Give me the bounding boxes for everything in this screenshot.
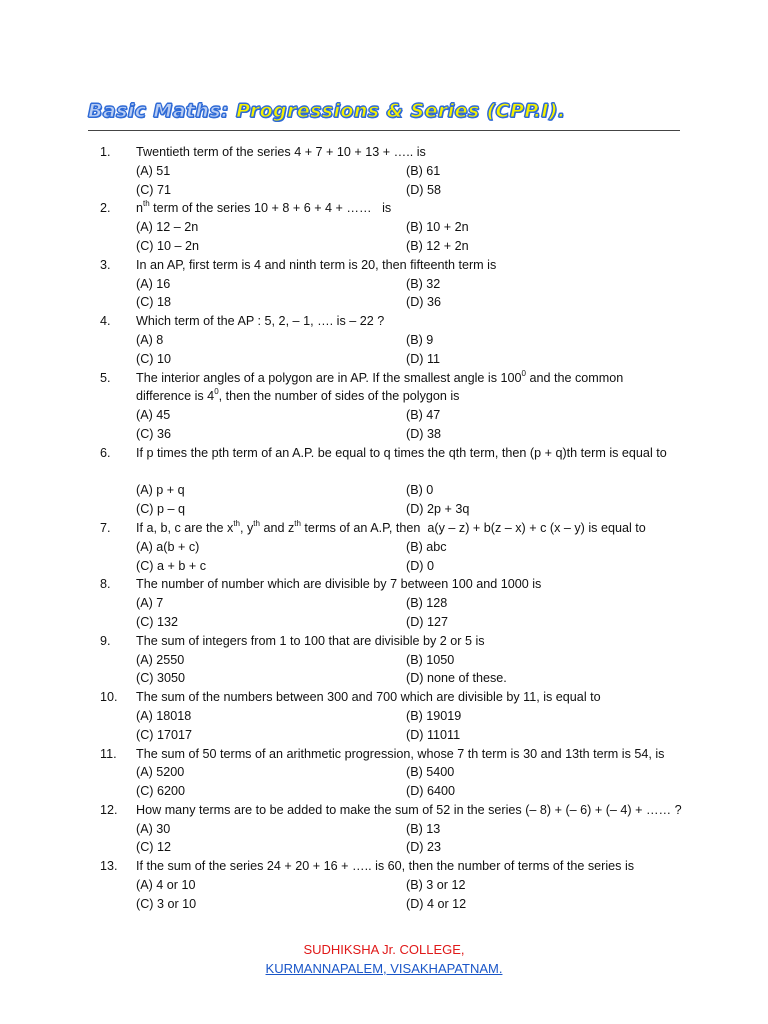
- superscript: 0: [521, 368, 526, 378]
- option-c: (C) 132: [136, 614, 178, 629]
- question-9: [0, 632, 768, 651]
- option-c: (C) 6200: [136, 784, 185, 799]
- option-d: (D) 11011: [406, 727, 461, 742]
- question-text: [136, 199, 676, 218]
- options-row: [0, 557, 768, 576]
- question-text: If the sum of the series 24 + 20 + 16 + ….. is 60, then the number of terms of the series is: [136, 859, 635, 874]
- options-row: [0, 406, 768, 425]
- question-1: [0, 143, 768, 162]
- options-row: [0, 782, 768, 801]
- question-number: 5.: [100, 370, 111, 385]
- option-c: (C) 10: [136, 351, 171, 366]
- option-a: (A) 30: [136, 821, 171, 836]
- question-number: 1.: [100, 145, 111, 159]
- question-7: [0, 519, 768, 538]
- option-b: (B) 13: [406, 821, 441, 836]
- title-subject: Basic Maths:: [88, 100, 230, 122]
- option-c: (C) 12: [136, 840, 171, 855]
- question-number: 6.: [100, 445, 111, 460]
- question-text: Which term of the AP : 5, 2, – 1, …. is – 22 ?: [136, 314, 385, 329]
- option-d: (D) 6400: [406, 784, 455, 799]
- question-text-part: If a, b, c are the x: [136, 520, 234, 535]
- options-row: [0, 331, 768, 350]
- options-row: [0, 876, 768, 895]
- question-number: 12.: [100, 802, 118, 817]
- options-row: [0, 820, 768, 839]
- question-text-part: and z: [259, 520, 295, 535]
- options-row: [0, 481, 768, 500]
- option-a: (A) a(b + c): [136, 539, 200, 554]
- options-row: [0, 218, 768, 237]
- option-b: (B) 5400: [406, 765, 455, 780]
- option-a: (A) 45: [136, 408, 171, 423]
- superscript: th: [253, 518, 260, 528]
- option-a: (A) 18018: [136, 708, 192, 723]
- superscript: 0: [214, 387, 219, 397]
- options-row: [0, 162, 768, 181]
- options-row: [0, 293, 768, 312]
- options-row: [0, 275, 768, 294]
- question-number: 10.: [100, 690, 118, 705]
- options-row: [0, 669, 768, 688]
- option-d: (D) 4 or 12: [406, 896, 467, 911]
- question-text: If p times the pth term of an A.P. be equal to q times the qth term, then (p + q)th term is equal to: [136, 445, 667, 460]
- question-text-part: n: [136, 201, 144, 216]
- question-text: The sum of 50 terms of an arithmetic progression, whose 7 th term is 30 and 13th term is 54, is: [136, 746, 665, 761]
- superscript: th: [143, 199, 150, 209]
- options-row: [0, 613, 768, 632]
- option-b: (B) 47: [406, 408, 441, 423]
- question-text: Twentieth term of the series 4 + 7 + 10 + 13 + ….. is: [136, 145, 426, 159]
- options-row: [0, 594, 768, 613]
- college-address: KURMANNAPALEM, VISAKHAPATNAM.: [265, 961, 503, 976]
- question-text: [136, 369, 676, 407]
- superscript: th: [294, 518, 301, 528]
- question-12: [0, 801, 768, 820]
- question-text: The sum of integers from 1 to 100 that are divisible by 2 or 5 is: [136, 633, 485, 648]
- option-d: (D) 0: [406, 558, 434, 573]
- question-11: [0, 745, 768, 764]
- option-d: (D) 36: [406, 295, 441, 310]
- question-number: 13.: [100, 859, 118, 874]
- options-row: [0, 895, 768, 914]
- option-a: (A) 51: [136, 163, 171, 178]
- option-a: (A) 16: [136, 276, 171, 291]
- superscript: th: [233, 518, 240, 528]
- question-number: 3.: [100, 257, 111, 272]
- question-4: [0, 312, 768, 331]
- options-row: [0, 350, 768, 369]
- options-row: [0, 237, 768, 256]
- option-c: (C) a + b + c: [136, 558, 206, 573]
- option-b: (B) 61: [406, 163, 441, 178]
- options-row: [0, 651, 768, 670]
- option-b: (B) 10 + 2n: [406, 220, 469, 235]
- option-b: (B) 19019: [406, 708, 462, 723]
- question-number: 8.: [100, 577, 111, 592]
- question-text: [136, 519, 676, 538]
- options-row: [0, 763, 768, 782]
- question-text-part: term of the series 10 + 8 + 6 + 4 + …… is: [149, 201, 392, 216]
- question-text-part: terms of an A.P, then a(y – z) + b(z – x) + c (x – y) is equal to: [300, 520, 646, 535]
- options-row: [0, 425, 768, 444]
- question-number: 11.: [100, 746, 117, 761]
- option-c: (C) 3050: [136, 671, 185, 686]
- options-row: [0, 726, 768, 745]
- question-8: [0, 575, 768, 594]
- question-10: [0, 688, 768, 707]
- question-text: In an AP, first term is 4 and ninth term is 20, then fifteenth term is: [136, 257, 497, 272]
- option-d: (D) none of these.: [406, 671, 507, 686]
- option-b: (B) 9: [406, 332, 434, 347]
- option-a: (A) 12 – 2n: [136, 220, 199, 235]
- options-row: [0, 707, 768, 726]
- question-text-part: The interior angles of a polygon are in AP. If the smallest angle is 100: [136, 370, 522, 385]
- page-title: [88, 100, 566, 122]
- option-d: (D) 23: [406, 840, 441, 855]
- question-6: [0, 444, 768, 482]
- question-text: The number of number which are divisible by 7 between 100 and 1000 is: [136, 577, 542, 592]
- option-d: (D) 2p + 3q: [406, 502, 470, 517]
- option-b: (B) abc: [406, 539, 447, 554]
- header-rule: [88, 130, 680, 131]
- option-a: (A) 7: [136, 596, 164, 611]
- option-a: (A) 5200: [136, 765, 185, 780]
- option-c: (C) p – q: [136, 502, 185, 517]
- option-c: (C) 3 or 10: [136, 896, 197, 911]
- question-number: 7.: [100, 520, 111, 535]
- option-c: (C) 36: [136, 426, 171, 441]
- college-name: SUDHIKSHA Jr. COLLEGE,: [303, 942, 465, 957]
- option-a: (A) 8: [136, 332, 164, 347]
- option-d: (D) 38: [406, 426, 441, 441]
- options-row: [0, 538, 768, 557]
- question-text-part: , y: [239, 520, 254, 535]
- option-b: (B) 128: [406, 596, 448, 611]
- question-2: [0, 199, 768, 218]
- question-text: The sum of the numbers between 300 and 700 which are divisible by 11, is equal to: [136, 690, 601, 705]
- question-number: 9.: [100, 633, 111, 648]
- options-row: [0, 500, 768, 519]
- question-3: [0, 256, 768, 275]
- option-c: (C) 10 – 2n: [136, 238, 199, 253]
- option-b: (B) 32: [406, 276, 441, 291]
- option-d: (D) 58: [406, 182, 441, 197]
- question-number: 2.: [100, 201, 111, 216]
- option-a: (A) p + q: [136, 483, 185, 498]
- option-c: (C) 17017: [136, 727, 193, 742]
- question-5: [0, 369, 768, 407]
- title-topic: Progressions & Series (CPP.I).: [236, 100, 566, 122]
- option-d: (D) 127: [406, 614, 448, 629]
- option-b: (B) 0: [406, 483, 434, 498]
- option-d: (D) 11: [406, 351, 441, 366]
- option-d: (B) 12 + 2n: [406, 238, 469, 253]
- question-text: How many terms are to be added to make the sum of 52 in the series (– 8) + (– 6) + (– 4) + …… ?: [136, 802, 682, 817]
- question-13: [0, 857, 768, 876]
- option-b: (B) 3 or 12: [406, 878, 466, 893]
- option-a: (A) 2550: [136, 652, 185, 667]
- option-b: (B) 1050: [406, 652, 455, 667]
- option-c: (C) 71: [136, 182, 171, 197]
- options-row: [0, 838, 768, 857]
- option-c: (C) 18: [136, 295, 171, 310]
- question-text-part: , then the number of sides of the polygon is: [218, 389, 460, 404]
- option-a: (A) 4 or 10: [136, 878, 196, 893]
- question-number: 4.: [100, 314, 111, 329]
- options-row: [0, 181, 768, 200]
- question-text-part: and the common difference is 4: [136, 370, 624, 404]
- question-list: [0, 143, 768, 914]
